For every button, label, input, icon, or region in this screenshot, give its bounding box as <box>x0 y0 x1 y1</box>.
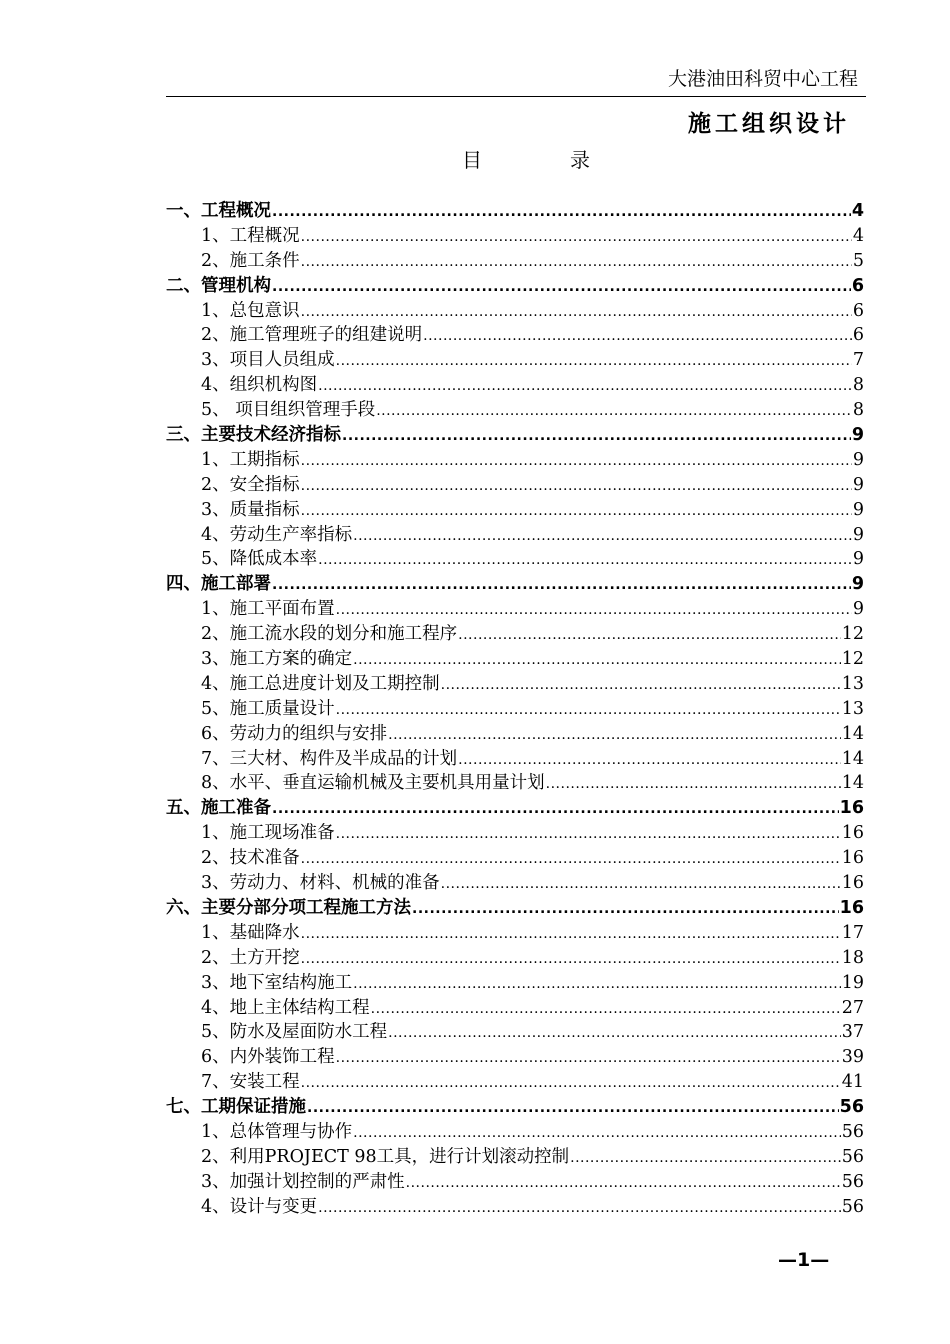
toc-subsection-entry[interactable] <box>166 249 864 274</box>
toc-subsection-entry[interactable] <box>166 373 864 398</box>
toc-dot-leader <box>406 1171 841 1196</box>
toc-dot-leader <box>336 822 841 847</box>
toc-entry-label: 1、总体管理与协作 <box>201 1121 353 1142</box>
toc-entry-label: 4、劳动生产率指标 <box>201 524 353 545</box>
toc-dot-leader <box>371 997 841 1022</box>
toc-subsection-entry[interactable] <box>166 1170 864 1195</box>
toc-dot-leader <box>412 897 839 922</box>
toc-subsection-entry[interactable] <box>166 846 864 871</box>
toc-entry-label: 3、加强计划控制的严肃性 <box>201 1171 405 1192</box>
toc-entry-label: 4、地上主体结构工程 <box>201 997 370 1018</box>
toc-dot-leader <box>353 648 841 673</box>
toc-entry-label: 7、安装工程 <box>201 1072 300 1093</box>
toc-entry-page: 14 <box>841 723 864 744</box>
toc-entry-label: 3、项目人员组成 <box>201 350 335 371</box>
toc-entry-page: 16 <box>841 873 864 894</box>
toc-section-entry[interactable] <box>166 423 864 448</box>
toc-entry-page: 18 <box>841 947 864 968</box>
toc-entry-label: 5、施工质量设计 <box>201 698 335 719</box>
toc-dot-leader <box>318 548 852 573</box>
toc-section-entry[interactable] <box>166 572 864 597</box>
toc-subsection-entry[interactable] <box>166 1120 864 1145</box>
toc-entry-page: 6 <box>851 275 864 296</box>
toc-subsection-entry[interactable] <box>166 672 864 697</box>
toc-entry-label: 4、施工总进度计划及工期控制 <box>201 673 440 694</box>
toc-entry-label: 1、施工现场准备 <box>201 823 335 844</box>
toc-entry-label: 5、降低成本率 <box>201 549 318 570</box>
toc-entry-page: 9 <box>851 425 864 446</box>
toc-entry-page: 9 <box>851 574 864 595</box>
toc-entry-label: 8、水平、垂直运输机械及主要机具用量计划 <box>201 773 545 794</box>
toc-entry-page: 56 <box>841 1196 864 1217</box>
toc-entry-page: 56 <box>841 1121 864 1142</box>
toc-entry-label: 1、施工平面布置 <box>201 599 335 620</box>
toc-subsection-entry[interactable] <box>166 224 864 249</box>
toc-dot-leader <box>301 922 841 947</box>
toc-entry-page: 39 <box>841 1047 864 1068</box>
toc-entry-page: 8 <box>852 400 864 421</box>
toc-dot-leader <box>301 1071 841 1096</box>
table-of-contents <box>166 199 864 1220</box>
toc-subsection-entry[interactable] <box>166 697 864 722</box>
toc-entry-page: 37 <box>841 1022 864 1043</box>
toc-entry-label: 1、基础降水 <box>201 922 300 943</box>
toc-entry-page: 6 <box>852 325 864 346</box>
toc-dot-leader <box>441 673 841 698</box>
toc-entry-label: 三、主要技术经济指标 <box>166 425 341 446</box>
toc-entry-page: 14 <box>841 748 864 769</box>
toc-entry-label: 4、设计与变更 <box>201 1196 318 1217</box>
toc-entry-label: 3、施工方案的确定 <box>201 649 353 670</box>
toc-subsection-entry[interactable] <box>166 1020 864 1045</box>
toc-subsection-entry[interactable] <box>166 1045 864 1070</box>
toc-entry-page: 14 <box>841 773 864 794</box>
toc-subsection-entry[interactable] <box>166 398 864 423</box>
toc-subsection-entry[interactable] <box>166 871 864 896</box>
toc-entry-label: 6、内外装饰工程 <box>201 1047 335 1068</box>
toc-dot-leader <box>546 772 841 797</box>
toc-entry-page: 19 <box>841 972 864 993</box>
toc-dot-leader <box>458 623 841 648</box>
toc-entry-label: 1、总包意识 <box>201 300 300 321</box>
toc-dot-leader <box>318 1196 841 1221</box>
toc-entry-label: 5、防水及屋面防水工程 <box>201 1022 388 1043</box>
toc-entry-label: 2、安全指标 <box>201 474 300 495</box>
toc-dot-leader <box>301 947 841 972</box>
toc-dot-leader <box>441 872 841 897</box>
toc-subsection-entry[interactable] <box>166 323 864 348</box>
toc-dot-leader <box>570 1146 841 1171</box>
toc-subsection-entry[interactable] <box>166 771 864 796</box>
toc-dot-leader <box>353 972 841 997</box>
toc-entry-label: 2、施工流水段的划分和施工程序 <box>201 624 458 645</box>
toc-entry-label: 四、施工部署 <box>166 574 271 595</box>
toc-entry-page: 5 <box>852 250 864 271</box>
toc-entry-label: 1、工程概况 <box>201 225 300 246</box>
toc-entry-label: 五、施工准备 <box>166 798 271 819</box>
toc-entry-page: 9 <box>852 524 864 545</box>
toc-dot-leader <box>272 275 851 300</box>
toc-entry-page: 12 <box>841 624 864 645</box>
header-project-name: 大港油田科贸中心工程 <box>667 68 858 90</box>
toc-entry-page: 41 <box>841 1072 864 1093</box>
toc-subsection-entry[interactable] <box>166 996 864 1021</box>
toc-entry-label: 4、组织机构图 <box>201 375 318 396</box>
toc-section-entry[interactable] <box>166 199 864 224</box>
toc-dot-leader <box>301 474 852 499</box>
toc-entry-page: 7 <box>852 350 864 371</box>
toc-dot-leader <box>353 1121 841 1146</box>
toc-dot-leader <box>301 847 841 872</box>
document-title: 施工组织设计 <box>688 111 850 137</box>
toc-entry-label: 2、技术准备 <box>201 848 300 869</box>
toc-dot-leader <box>336 598 852 623</box>
toc-entry-label: 3、劳动力、材料、机械的准备 <box>201 873 440 894</box>
toc-entry-page: 9 <box>852 499 864 520</box>
toc-dot-leader <box>272 200 851 225</box>
toc-entry-page: 6 <box>852 300 864 321</box>
toc-dot-leader <box>353 524 852 549</box>
toc-heading-char: 录 <box>570 148 590 172</box>
toc-entry-label: 2、施工管理班子的组建说明 <box>201 325 423 346</box>
toc-entry-page: 16 <box>841 823 864 844</box>
toc-dot-leader <box>388 1021 841 1046</box>
toc-heading <box>462 144 590 173</box>
toc-section-entry[interactable] <box>166 1095 864 1120</box>
toc-dot-leader <box>336 349 852 374</box>
toc-subsection-entry[interactable] <box>166 1195 864 1220</box>
toc-subsection-entry[interactable] <box>166 448 864 473</box>
toc-section-entry[interactable] <box>166 796 864 821</box>
toc-section-entry[interactable] <box>166 896 864 921</box>
toc-entry-page: 16 <box>841 848 864 869</box>
toc-entry-label: 3、质量指标 <box>201 499 300 520</box>
toc-dot-leader <box>301 300 852 325</box>
toc-dot-leader <box>376 399 852 424</box>
toc-entry-page: 9 <box>852 449 864 470</box>
toc-entry-label: 六、主要分部分项工程施工方法 <box>166 897 411 918</box>
toc-entry-page: 17 <box>841 922 864 943</box>
toc-subsection-entry[interactable] <box>166 722 864 747</box>
toc-entry-page: 56 <box>841 1146 864 1167</box>
toc-entry-page: 27 <box>841 997 864 1018</box>
toc-dot-leader <box>301 499 852 524</box>
toc-dot-leader <box>272 573 851 598</box>
toc-entry-label: 6、劳动力的组织与安排 <box>201 723 388 744</box>
header-rule <box>166 96 866 97</box>
toc-subsection-entry[interactable] <box>166 547 864 572</box>
toc-entry-label: 2、土方开挖 <box>201 947 300 968</box>
toc-entry-page: 4 <box>851 201 864 221</box>
toc-subsection-entry[interactable] <box>166 946 864 971</box>
page-number: —1— <box>778 1249 830 1271</box>
toc-entry-page: 16 <box>839 897 864 918</box>
toc-subsection-entry[interactable] <box>166 921 864 946</box>
toc-entry-page: 13 <box>841 673 864 694</box>
toc-subsection-entry[interactable] <box>166 647 864 672</box>
toc-entry-page: 56 <box>839 1097 864 1118</box>
toc-subsection-entry[interactable] <box>166 473 864 498</box>
toc-entry-label: 2、利用PROJECT 98工具，进行计划滚动控制 <box>201 1146 570 1167</box>
toc-dot-leader <box>423 324 852 349</box>
toc-dot-leader <box>336 698 841 723</box>
toc-dot-leader <box>301 250 852 275</box>
toc-dot-leader <box>336 1046 841 1071</box>
toc-entry-label: 5、 项目组织管理手段 <box>201 400 376 421</box>
toc-subsection-entry[interactable] <box>166 348 864 373</box>
toc-entry-page: 4 <box>852 225 864 246</box>
toc-subsection-entry[interactable] <box>166 747 864 772</box>
toc-subsection-entry[interactable] <box>166 971 864 996</box>
toc-dot-leader <box>318 374 852 399</box>
toc-section-entry[interactable] <box>166 274 864 299</box>
toc-entry-page: 8 <box>852 375 864 396</box>
toc-entry-label: 一、工程概况 <box>166 201 271 221</box>
toc-entry-page: 56 <box>841 1171 864 1192</box>
toc-dot-leader <box>388 723 841 748</box>
toc-entry-page: 9 <box>852 474 864 495</box>
toc-dot-leader <box>272 797 839 822</box>
toc-entry-label: 7、三大材、构件及半成品的计划 <box>201 748 458 769</box>
toc-subsection-entry[interactable] <box>166 821 864 846</box>
toc-heading-char: 目 <box>462 148 482 172</box>
toc-subsection-entry[interactable] <box>166 597 864 622</box>
toc-entry-page: 16 <box>839 798 864 819</box>
toc-dot-leader <box>301 225 852 250</box>
toc-entry-label: 二、管理机构 <box>166 275 271 296</box>
toc-entry-page: 9 <box>852 549 864 570</box>
toc-entry-page: 9 <box>852 599 864 620</box>
toc-subsection-entry[interactable] <box>166 523 864 548</box>
toc-entry-label: 七、工期保证措施 <box>166 1097 306 1118</box>
toc-entry-label: 1、工期指标 <box>201 449 300 470</box>
toc-dot-leader <box>307 1096 839 1121</box>
toc-entry-page: 13 <box>841 698 864 719</box>
toc-entry-label: 2、施工条件 <box>201 250 300 271</box>
toc-subsection-entry[interactable] <box>166 1070 864 1095</box>
toc-dot-leader <box>458 748 841 773</box>
toc-entry-page: 12 <box>841 649 864 670</box>
toc-subsection-entry[interactable] <box>166 299 864 324</box>
toc-subsection-entry[interactable] <box>166 622 864 647</box>
toc-entry-label: 3、地下室结构施工 <box>201 972 353 993</box>
toc-subsection-entry[interactable] <box>166 1145 864 1170</box>
toc-dot-leader <box>342 424 851 449</box>
toc-subsection-entry[interactable] <box>166 498 864 523</box>
toc-dot-leader <box>301 449 852 474</box>
